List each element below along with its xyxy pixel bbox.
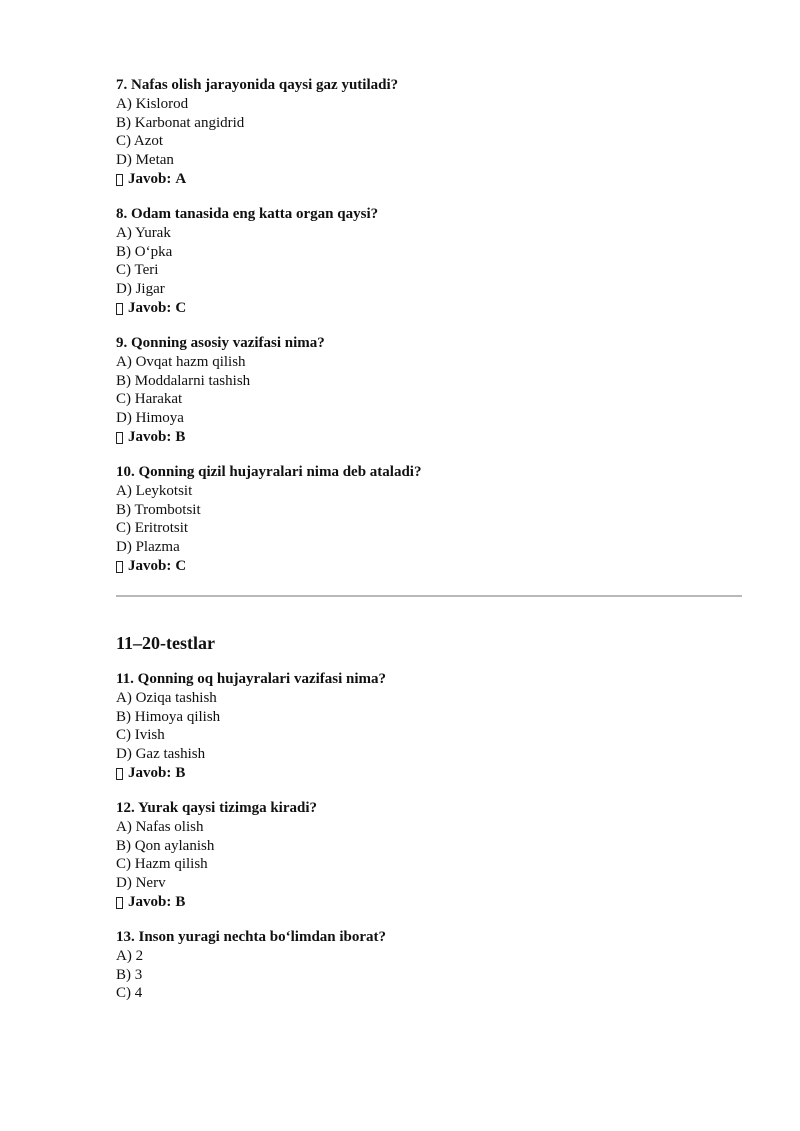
- question-title: 12. Yurak qaysi tizimga kiradi?: [116, 800, 317, 816]
- question-7: [116, 76, 742, 190]
- section-heading: 11–20-testlar: [116, 633, 215, 653]
- question-title: 10. Qonning qizil hujayralari nima deb ataladi?: [116, 464, 422, 480]
- option-c: C) Azot: [116, 133, 164, 149]
- answer-line: [116, 556, 742, 577]
- question-13: [116, 928, 742, 1003]
- question-12: [116, 799, 742, 913]
- option-b: B) Moddalarni tashish: [116, 372, 251, 389]
- answer-line: [116, 763, 742, 784]
- question-11: [116, 670, 742, 784]
- check-box-icon: [116, 432, 123, 444]
- option-c: C) Hazm qilish: [116, 856, 208, 872]
- check-box-icon: [116, 303, 123, 315]
- question-title: 9. Qonning asosiy vazifasi nima?: [116, 335, 325, 351]
- answer-label: Javob:: [128, 765, 172, 781]
- option-d: D) Plazma: [116, 538, 180, 555]
- question-9: [116, 334, 742, 448]
- document-page: [116, 76, 742, 1003]
- option-d: D) Metan: [116, 151, 174, 168]
- answer-line: [116, 892, 742, 913]
- option-c: C) Ivish: [116, 727, 165, 743]
- check-box-icon: [116, 768, 123, 780]
- option-d: D) Jigar: [116, 280, 165, 297]
- option-b: B) O‘pka: [116, 243, 173, 260]
- option-c: C) Eritrotsit: [116, 520, 189, 536]
- option-b: B) 3: [116, 966, 143, 983]
- option-b: B) Qon aylanish: [116, 837, 215, 854]
- question-title: 11. Qonning oq hujayralari vazifasi nima?: [116, 671, 387, 687]
- option-c: C) Harakat: [116, 391, 183, 407]
- option-a: A) Yurak: [116, 225, 171, 241]
- option-a: A) Kislorod: [116, 96, 189, 112]
- option-c: C) Teri: [116, 262, 159, 278]
- answer-value: C: [175, 300, 187, 316]
- answer-value: C: [175, 558, 187, 574]
- question-10: [116, 463, 742, 577]
- question-title: 8. Odam tanasida eng katta organ qaysi?: [116, 206, 379, 222]
- answer-value: B: [175, 429, 186, 445]
- check-box-icon: [116, 561, 123, 573]
- answer-value: A: [175, 171, 187, 187]
- question-title: 7. Nafas olish jarayonida qaysi gaz yutiladi?: [116, 77, 399, 93]
- option-d: D) Nerv: [116, 874, 166, 891]
- option-a: A) 2: [116, 948, 144, 964]
- answer-label: Javob:: [128, 558, 172, 574]
- question-8: [116, 205, 742, 319]
- question-title: 13. Inson yuragi nechta bo‘limdan iborat?: [116, 929, 387, 945]
- answer-label: Javob:: [128, 171, 172, 187]
- answer-label: Javob:: [128, 894, 172, 910]
- answer-label: Javob:: [128, 429, 172, 445]
- option-a: A) Leykotsit: [116, 483, 193, 499]
- answer-line: [116, 169, 742, 190]
- answer-label: Javob:: [128, 300, 172, 316]
- answer-value: B: [175, 894, 186, 910]
- option-a: A) Ovqat hazm qilish: [116, 354, 246, 370]
- answer-value: B: [175, 765, 186, 781]
- check-box-icon: [116, 897, 123, 909]
- option-b: B) Himoya qilish: [116, 708, 221, 725]
- option-b: B) Karbonat angidrid: [116, 114, 245, 131]
- answer-line: [116, 427, 742, 448]
- option-b: B) Trombotsit: [116, 501, 201, 518]
- option-d: D) Himoya: [116, 409, 184, 426]
- check-box-icon: [116, 174, 123, 186]
- option-d: D) Gaz tashish: [116, 745, 206, 762]
- option-a: A) Nafas olish: [116, 819, 204, 835]
- section-divider: [116, 595, 742, 597]
- option-a: A) Oziqa tashish: [116, 690, 217, 706]
- option-c: C) 4: [116, 985, 143, 1001]
- answer-line: [116, 298, 742, 319]
